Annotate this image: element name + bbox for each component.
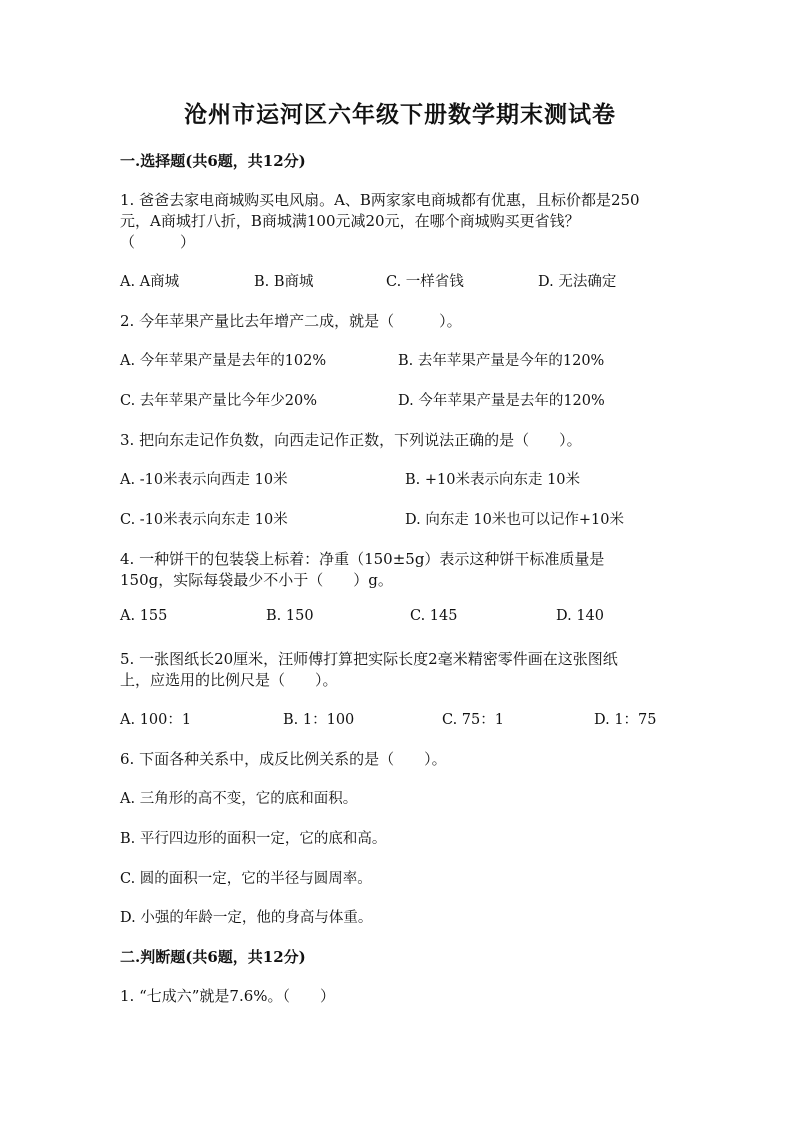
section-heading-choice: 一.选择题(共6题，共12分) [120, 152, 306, 170]
question-1-blank: （ ） [120, 233, 196, 251]
question-4-option-b: B. 150 [266, 608, 314, 624]
question-1-text: 1. 爸爸去家电商城购买电风扇。A、B两家家电商城都有优惠，且标价都是250 [120, 191, 640, 209]
page-title: 沧州市运河区六年级下册数学期末测试卷 [184, 101, 616, 128]
question-5-option-c: C. 75：1 [442, 712, 504, 728]
question-6-option-c: C. 圆的面积一定，它的半径与圆周率。 [120, 871, 372, 887]
question-5-text-cont: 上，应选用的比例尺是（ ）。 [120, 671, 338, 689]
question-3-option-b: B. +10米表示向东走 10米 [405, 472, 581, 488]
question-3-option-c: C. -10米表示向东走 10米 [120, 512, 288, 528]
judgement-1-text: 1. “七成六”就是7.6%。（ ） [120, 987, 336, 1005]
question-4-text-cont: 150g，实际每袋最少不小于（ ）g。 [120, 571, 393, 589]
question-5-option-a: A. 100：1 [120, 712, 192, 728]
section-heading-judgement: 二.判断题(共6题，共12分) [120, 948, 306, 966]
question-4-text: 4. 一种饼干的包装袋上标着：净重（150±5g）表示这种饼干标准质量是 [120, 550, 605, 568]
question-2-option-c: C. 去年苹果产量比今年少20% [120, 393, 318, 409]
question-5-option-b: B. 1：100 [283, 712, 355, 728]
question-4-option-c: C. 145 [410, 608, 458, 624]
question-1-text-cont: 元，A商城打八折，B商城满100元减20元，在哪个商城购买更省钱？ [120, 212, 580, 230]
question-2-option-d: D. 今年苹果产量是去年的120% [398, 393, 605, 409]
question-2-text: 2. 今年苹果产量比去年增产二成，就是（ ）。 [120, 312, 462, 330]
question-3-text: 3. 把向东走记作负数，向西走记作正数，下列说法正确的是（ ）。 [120, 431, 582, 449]
question-6-option-d: D. 小强的年龄一定，他的身高与体重。 [120, 910, 373, 926]
question-5-text: 5. 一张图纸长20厘米，汪师傅打算把实际长度2毫米精密零件画在这张图纸 [120, 650, 618, 668]
question-3-option-d: D. 向东走 10米也可以记作+10米 [405, 512, 624, 528]
question-1-option-b: B. B商城 [254, 274, 314, 290]
question-1-option-d: D. 无法确定 [538, 274, 617, 290]
question-1-option-a: A. A商城 [120, 274, 180, 290]
question-6-text: 6. 下面各种关系中，成反比例关系的是（ ）。 [120, 750, 447, 768]
question-3-option-a: A. -10米表示向西走 10米 [120, 472, 288, 488]
question-2-option-a: A. 今年苹果产量是去年的102% [120, 353, 327, 369]
question-4-option-d: D. 140 [556, 608, 605, 624]
question-6-option-a: A. 三角形的高不变，它的底和面积。 [120, 791, 358, 807]
question-5-option-d: D. 1：75 [594, 712, 657, 728]
question-4-option-a: A. 155 [120, 608, 168, 624]
question-6-option-b: B. 平行四边形的面积一定，它的底和高。 [120, 831, 387, 847]
question-1-option-c: C. 一样省钱 [386, 274, 464, 290]
question-2-option-b: B. 去年苹果产量是今年的120% [398, 353, 605, 369]
